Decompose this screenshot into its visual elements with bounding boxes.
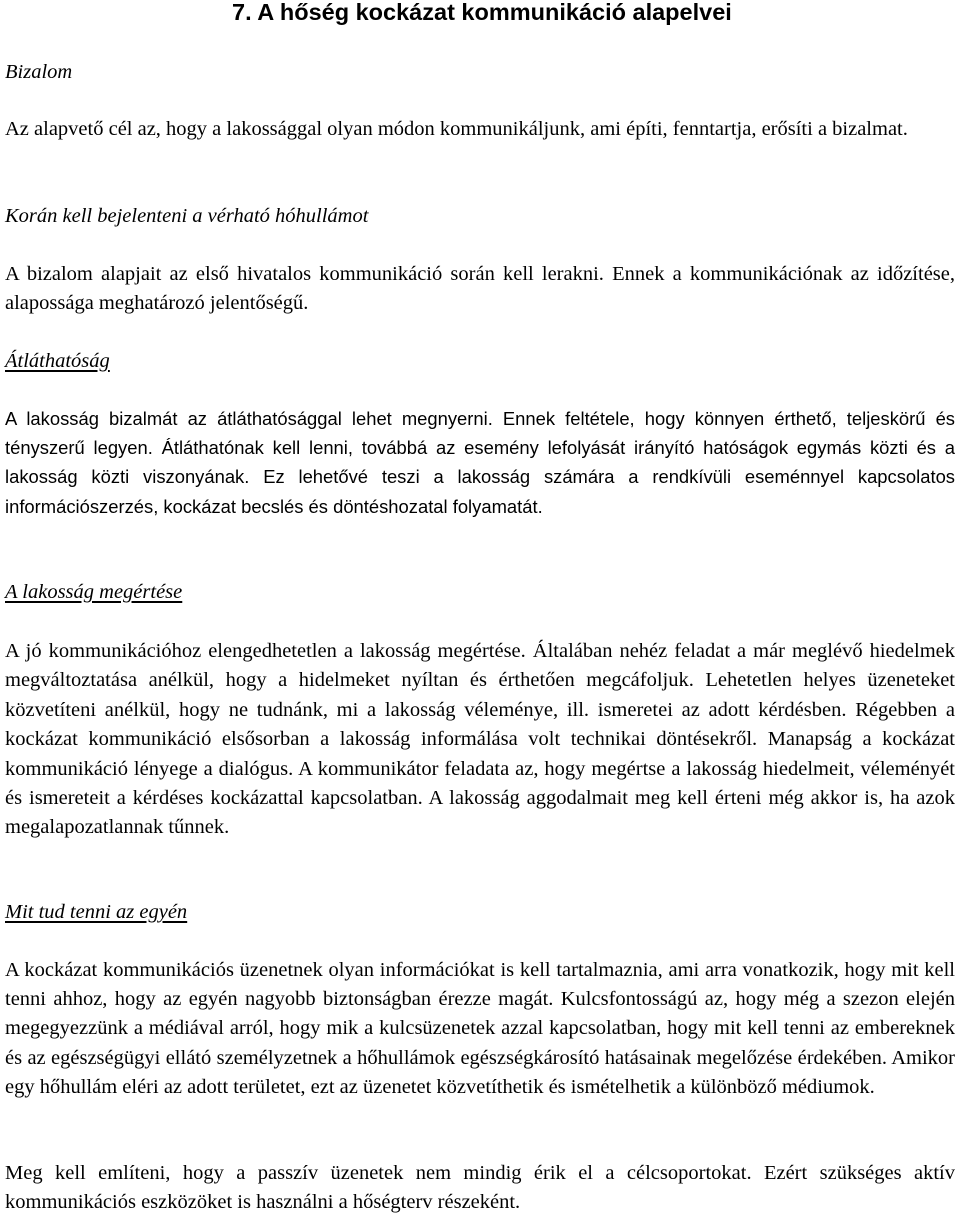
paragraph-understanding-public: A jó kommunikációhoz elengedhetetlen a lakosság megértése. Általában nehéz feladat a már meglévő hiedelmek megváltoztatása anélkül, hogy a hidelmeket nyíltan és érthetően megcáfoljuk. Lehetetlen helyes üzeneteket közvetíteni anélkül, hogy ne tudnánk, mi a lakosság véleménye, ill. ismeretei az adott kérdésben. Régebben a kockázat kommunikáció elsősorban a lakosság informálása volt technikai döntésekről. Manapság a kockázat kommunikáció lényege a dialógus. A kommunikátor feladata az, hogy megértse a lakosság hiedelmeit, véleményét és ismereteit a kérdéses kockázattal kapcsolatban. A lakosság aggodalmait meg kell érteni még akkor is, ha azok megalapozatlannak tűnnek. <box>5 640 955 839</box>
section-heading-understanding-public: A lakosság megértése <box>5 581 183 603</box>
paragraph-passive-messages: Meg kell említeni, hogy a passzív üzenetek nem mindig érik el a célcsoportokat. Ezért szükséges aktív kommunikációs eszközöket is használni a hőségterv részeként. <box>5 1162 955 1213</box>
paragraph-early-announcement: A bizalom alapjait az első hivatalos kommunikáció során kell lerakni. Ennek a kommunikációnak az időzítése, alapossága meghatározó jelentőségű. <box>5 263 955 314</box>
section-heading-transparency: Átláthatóság <box>5 350 110 372</box>
paragraph-transparency: A lakosság bizalmát az átláthatósággal lehet megnyerni. Ennek feltétele, hogy könnyen érthető, teljeskörű és tényszerű legyen. Átláthatónak kell lenni, továbbá az esemény lefolyását irányító hatóságok egymás közti és a lakosság közti viszonyának. Ez lehetővé teszi a lakosság számára a rendkívüli eseménnyel kapcsolatos információszerzés, kockázat becslés és döntéshozatal folyamatát. <box>5 408 955 517</box>
section-heading-bizalom: Bizalom <box>5 61 73 83</box>
section-heading-individual-action: Mit tud tenni az egyén <box>5 901 188 923</box>
section-heading-early-announcement: Korán kell bejelenteni a vérható hóhullámot <box>5 205 369 227</box>
chapter-title: 7. A hőség kockázat kommunikáció alapelvei <box>232 0 732 25</box>
paragraph-individual-action: A kockázat kommunikációs üzenetnek olyan információkat is kell tartalmaznia, ami arra vonatkozik, hogy mit kell tenni ahhoz, hogy az egyén nagyobb biztonságban érezze magát. Kulcsfontosságú az, hogy még a szezon elején megegyezzünk a médiával arról, hogy mik a kulcsüzenetek azzal kapcsolatban, hogy mit kell tenni az embereknek és az egészségügyi ellátó személyzetnek a hőhullámok egészségkárosító hatásainak megelőzése érdekében. Amikor egy hőhullám eléri az adott területet, ezt az üzenetet közvetíthetik és ismételhetik a különböző médiumok. <box>5 959 955 1098</box>
paragraph-bizalom: Az alapvető cél az, hogy a lakossággal olyan módon kommunikáljunk, ami építi, fenntartja, erősíti a bizalmat. <box>5 118 908 140</box>
